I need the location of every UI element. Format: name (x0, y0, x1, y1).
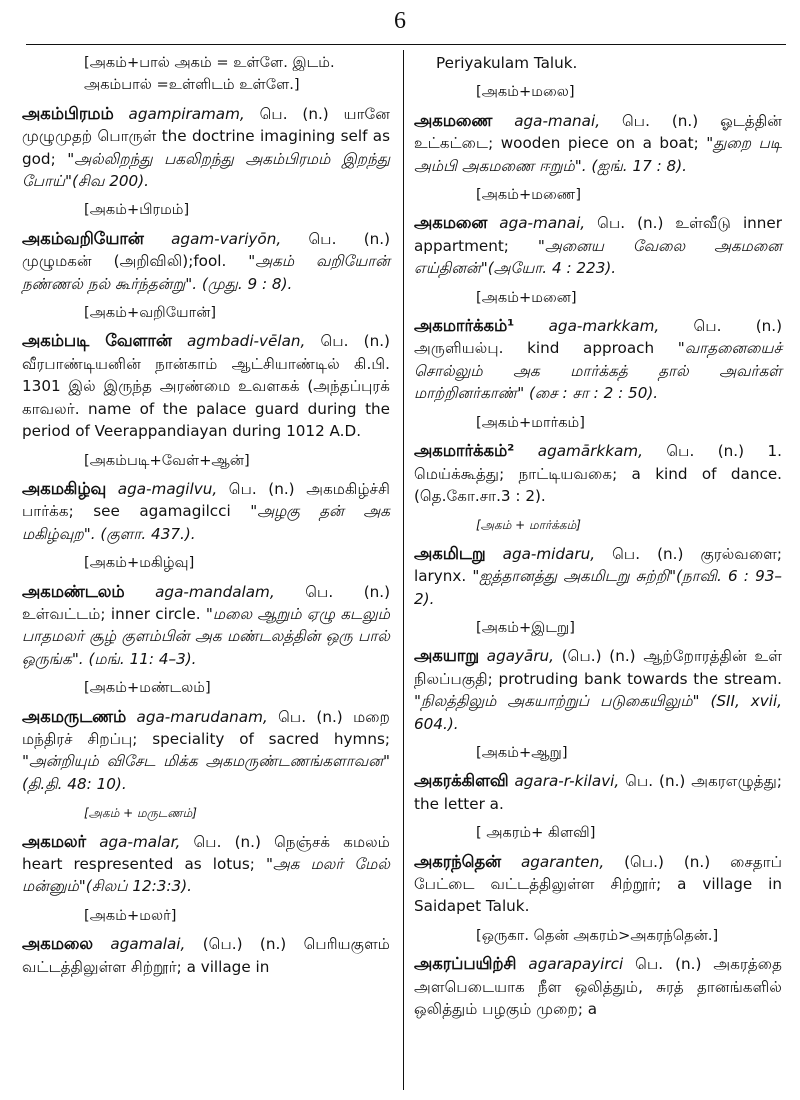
etymology-note: [அகம்+மகிழ்வு] (84, 554, 195, 572)
headword: அகமலர் (22, 831, 87, 851)
dictionary-entry (414, 440, 782, 507)
definition: அருளியல்பு. kind approach (414, 339, 655, 358)
dictionary-entry (22, 933, 390, 978)
definition: அகரஎழுத்து; the letter a. (414, 772, 782, 813)
etymology-note: [ஒருகா. தென் அகரம்>அகரந்தென்.] (476, 926, 719, 944)
dictionary-entry (414, 953, 782, 1020)
citation-quote: "துறை படி அம்பி அகமணை ஈறும்". (ஐங். 17 : 8). (414, 134, 782, 175)
dictionary-entry (22, 831, 390, 898)
citation-quote: "வாதனையைச் சொல்லும் அக மார்க்கத் தால் அவர்கள் மாற்றினர்காண்" (சை : சா : 2 : 50). (414, 339, 782, 403)
transliteration: agarapayirci (528, 955, 624, 974)
definition: 1. மெய்க்கூத்து; நாட்டியவகை; a kind of dance. (தெ.கோ.சா.3 : 2). (414, 442, 782, 505)
etymology-note: [அகம்+மார்கம்] (476, 413, 585, 431)
dictionary-entry (22, 103, 390, 193)
headword: அகம்படி வேளான் (22, 331, 172, 351)
citation-quote: "அழகு தன் அக மகிழ்வுற". (குளா. 437.). (22, 502, 390, 543)
dictionary-entry (414, 770, 782, 815)
header-rule (26, 44, 786, 45)
headword: அகரந்தென் (414, 851, 502, 871)
dictionary-entry (414, 851, 782, 918)
citation-quote: "ஐத்தானத்து அகமிடறு சுற்றி"(நாவி. 6 : 93–2). (414, 567, 782, 608)
citation-quote: "அல்லிறந்து பகலிறந்து அகம்பிரமம் இறந்து போய்"(சிவ 200). (22, 149, 390, 191)
transliteration: agmbadi-vēlan, (186, 332, 306, 351)
dictionary-entry (22, 706, 390, 796)
headword: அகமலை (22, 934, 94, 954)
dictionary-entry (414, 315, 782, 405)
transliteration: agaranten, (520, 852, 605, 871)
headword: அகமனை (414, 213, 488, 233)
etymology-note: [அகம் + மார்க்கம்] (476, 518, 581, 533)
citation-quote: "நிலத்திலும் அகயாற்றுப் படுகையிலும்" (SII, xvii, 604.). (414, 692, 782, 733)
dictionary-entry (414, 110, 782, 177)
part-of-speech: பெ. (n.) (666, 442, 745, 461)
etymology-note: [அகம்+ஆறு] (476, 743, 568, 761)
part-of-speech: பெ. (n.) (597, 214, 664, 233)
citation-quote: "அன்றியும் விசேட மிக்க அகமருண்டணங்களாவன"(தி.தி. 48: 10). (22, 752, 390, 793)
part-of-speech: (பெ.) (n.) (202, 935, 287, 954)
part-of-speech: பெ. (n.) (308, 229, 390, 248)
headword: அகமண்டலம் (22, 581, 125, 601)
part-of-speech: பெ. (n.) (259, 104, 329, 123)
etymology-note: [அகம்+மணை] (476, 186, 582, 204)
right-column (414, 52, 782, 1027)
transliteration: aga-magilvu, (117, 479, 218, 498)
etymology-note: [அகம்+இடறு] (476, 618, 575, 636)
part-of-speech: பெ. (n.) (278, 707, 343, 726)
definition: அகரத்தை அளபெடையாக நீள ஒலித்தும், சுரத் தானங்களில் ஒலித்தும் பழகும் முறை; a (414, 955, 783, 1019)
headword: அகரப்பயிற்சி (414, 954, 517, 974)
dictionary-entry (22, 330, 390, 442)
citation-quote: "மலை ஆறும் ஏழு கடலும் பாதமலர் சூழ் குளம்பின் அக மண்டலத்தின் ஒரு பால் ஒருங்க". (மங். 11: 4–3). (22, 604, 390, 668)
part-of-speech: பெ. (n.) (305, 582, 390, 601)
dictionary-entry (22, 581, 390, 671)
entry-continuation: Periyakulam Taluk. (436, 54, 578, 72)
left-column (22, 52, 390, 985)
etymology-note: [அகம்+மனை] (476, 288, 577, 306)
dictionary-entry (22, 478, 390, 545)
part-of-speech: (பெ.) (n.) (624, 852, 711, 871)
part-of-speech: பெ. (n.) (320, 332, 390, 351)
transliteration: aga-marudanam, (136, 707, 268, 726)
transliteration: aga-manai, (514, 111, 601, 130)
dictionary-entry (22, 228, 390, 295)
transliteration: aga-markkam, (548, 317, 660, 336)
definition: உள்வீடு inner appartment; (414, 214, 783, 255)
etymology-note: [அகம்+மலர்] (84, 906, 177, 924)
headword: அகமார்க்கம்¹ (414, 316, 515, 336)
definition: வீரபாண்டியனின் நான்காம் ஆட்சியாண்டில் கி.பி. 1301 இல் இருந்த அரண்மை உவளகக் (அந்தப்புரக் காவலர். name of the palace guard during the period of Veerappandiayan during 1012 A.D. (22, 354, 390, 441)
headword: அகமணை (414, 110, 493, 130)
headword: அகரக்கிளவி (414, 771, 509, 791)
headword: அகமருடணம் (22, 706, 127, 726)
transliteration: aga-malar, (99, 832, 181, 851)
etymology-note: [அகம்+வறியோன்] (84, 304, 217, 322)
part-of-speech: பெ. (n.) (228, 479, 295, 498)
transliteration: aga-midaru, (502, 544, 596, 563)
definition: உள்வட்டம்; inner circle. (22, 604, 201, 623)
etymology-note: [அகம்படி+வேள்+ஆன்] (84, 451, 250, 469)
transliteration: agamārkkam, (537, 442, 643, 461)
headword: அகம்பிரமம் (22, 103, 114, 123)
transliteration: agampiramam, (128, 104, 245, 123)
definition: பெரியகுளம் வட்டத்திலுள்ள சிற்றூர்; a village in (22, 935, 391, 976)
part-of-speech: பெ. (n.) (693, 317, 783, 336)
transliteration: aga-manai, (499, 214, 586, 233)
transliteration: aga-mandalam, (155, 582, 275, 601)
citation-quote: "அகம் வறியோன் நண்ணல் நல் கூர்ந்தன்று". (முது. 9 : 8). (22, 252, 391, 293)
dictionary-entry (414, 645, 782, 735)
headword: அகயாறு (414, 646, 480, 666)
part-of-speech: (பெ.) (n.) (561, 647, 636, 666)
headword: அகமார்க்கம்² (414, 441, 515, 461)
citation-quote: "அக மலர் மேல் மன்னும்"(சிலப் 12:3:3). (22, 855, 391, 896)
part-of-speech: பெ. (n.) (621, 111, 699, 130)
etymology-note: [அகம்+பிரமம்] (84, 201, 190, 219)
part-of-speech: பெ. (n.) (193, 832, 261, 851)
definition: சைதாப் பேட்டை வட்டத்திலுள்ள சிற்றூர்; a village in Saidapet Taluk. (414, 852, 783, 916)
etymology-note: [அகம்+மலை] (476, 83, 575, 101)
definition: அகமகிழ்ச்சி பார்க்க; see agamagilcci (22, 479, 390, 521)
definition: ஓடத்தின் உட்கட்டை; wooden piece on a boat; (414, 111, 782, 153)
definition: முழுமகன் (அறிவிலி);fool. (22, 252, 227, 271)
definition: குரல்வளை; larynx. (414, 544, 783, 586)
part-of-speech: பெ. (n.) (635, 955, 702, 974)
transliteration: agara-r-kilavi, (514, 772, 620, 791)
dictionary-entry (414, 212, 782, 279)
definition: ஆற்றோரத்தின் உள் நிலப்பகுதி; protruding bank towards the stream. (414, 647, 783, 688)
transliteration: agayāru, (486, 647, 555, 666)
part-of-speech: பெ. (n.) (625, 772, 686, 791)
etymology-note: [அகம்+மண்டலம்] (84, 679, 211, 697)
definition: யானே முழுமுதற் பொருள் the doctrine imagining self as god; (22, 104, 391, 168)
etymology-note: [அகம் + மருடணம்] (84, 806, 197, 821)
column-divider (403, 50, 404, 1090)
citation-quote: "அனைய வேலை அகமனை எய்தினன்"(அயோ. 4 : 223). (414, 236, 782, 278)
headword: அகமகிழ்வு (22, 478, 107, 498)
dictionary-entry (414, 543, 782, 610)
transliteration: agam-variyōn, (171, 229, 282, 248)
transliteration: agamalai, (110, 935, 186, 954)
definition: நெஞ்சக் கமலம் heart respresented as lotus; (22, 832, 390, 873)
page-number: 6 (394, 8, 406, 34)
part-of-speech: பெ. (n.) (612, 544, 684, 563)
etymology-note: [அகம்+பால் அகம் = உள்ளே. இடம். அகம்பால் =உள்ளிடம் உள்ளே.] (84, 54, 335, 94)
definition: மறை மந்திரச் சிறப்பு; speciality of sacred hymns; (22, 707, 391, 748)
etymology-note: [ அகரம்+ கிளவி] (476, 824, 596, 842)
headword: அகம்வறியோன் (22, 228, 144, 248)
headword: அகமிடறு (414, 543, 486, 563)
